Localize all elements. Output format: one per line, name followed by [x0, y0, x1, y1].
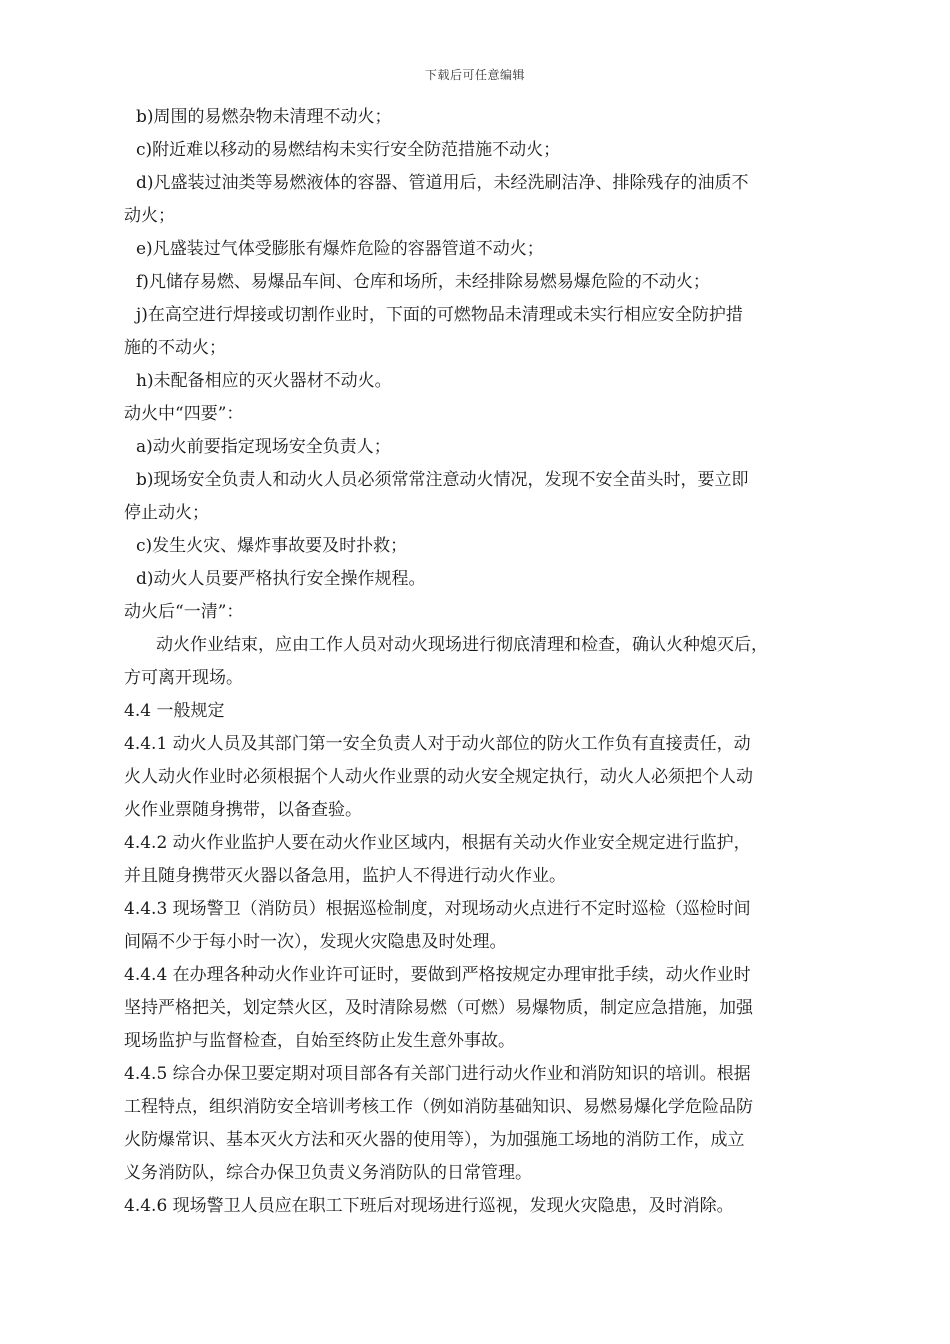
text-line: b)周围的易燃杂物未清理不动火；	[136, 107, 392, 127]
text-line: 间隔不少于每小时一次），发现火灾隐患及时处理。	[124, 932, 507, 952]
text-line: 4.4.2 动火作业监护人要在动火作业区域内，根据有关动火作业安全规定进行监护，	[124, 833, 751, 853]
text-line: 工程特点，组织消防安全培训考核工作（例如消防基础知识、易燃易爆化学危险品防	[124, 1097, 753, 1117]
text-line: 停止动火；	[124, 503, 209, 523]
text-line: 4.4.5 综合办保卫要定期对项目部各有关部门进行动火作业和消防知识的培训。根据	[124, 1064, 751, 1084]
text-line: 现场监护与监督检查，自始至终防止发生意外事故。	[124, 1031, 515, 1051]
text-line: f)凡储存易燃、易爆品车间、仓库和场所，未经排除易燃易爆危险的不动火；	[136, 272, 710, 292]
text-line: 4.4.1 动火人员及其部门第一安全负责人对于动火部位的防火工作负有直接责任，动	[124, 734, 751, 754]
page-header: 下载后可任意编辑	[424, 68, 525, 82]
text-line: 方可离开现场。	[124, 668, 243, 688]
text-line: 并且随身携带灭火器以备急用，监护人不得进行动火作业。	[124, 866, 566, 886]
text-line: 4.4 一般规定	[124, 701, 225, 721]
text-line: h)未配备相应的灭火器材不动火。	[136, 371, 392, 391]
text-line: 动火；	[124, 206, 175, 226]
text-line: 施的不动火；	[124, 338, 226, 358]
text-line: d)凡盛装过油类等易燃液体的容器、管道用后，未经洗刷洁净、排除残存的油质不	[136, 173, 749, 193]
text-line: 坚持严格把关，划定禁火区，及时清除易燃（可燃）易爆物质，制定应急措施，加强	[124, 998, 753, 1018]
text-line: 动火作业结束，应由工作人员对动火现场进行彻底清理和检查，确认火种熄灭后，	[156, 635, 768, 655]
text-line: 4.4.4 在办理各种动火作业许可证时，要做到严格按规定办理审批手续，动火作业时	[124, 965, 751, 985]
text-line: c)附近难以移动的易燃结构未实行安全防范措施不动火；	[136, 140, 561, 160]
text-line: 义务消防队，综合办保卫负责义务消防队的日常管理。	[124, 1163, 532, 1183]
text-line: 火作业票随身携带，以备查验。	[124, 800, 362, 820]
text-line: c)发生火灾、爆炸事故要及时扑救；	[136, 536, 408, 556]
text-line: 4.4.3 现场警卫（消防员）根据巡检制度，对现场动火点进行不定时巡检（巡检时间	[124, 899, 751, 919]
text-line: 动火中“四要”：	[124, 404, 244, 424]
document-body	[124, 101, 840, 1223]
text-line: j)在高空进行焊接或切割作业时，下面的可燃物品未清理或未实行相应安全防护措	[136, 305, 743, 325]
text-line: a)动火前要指定现场安全负责人；	[136, 437, 391, 457]
text-line: 4.4.6 现场警卫人员应在职工下班后对现场进行巡视，发现火灾隐患，及时消除。	[124, 1196, 734, 1216]
text-line: e)凡盛装过气体受膨胀有爆炸危险的容器管道不动火；	[136, 239, 544, 259]
text-line: d)动火人员要严格执行安全操作规程。	[136, 569, 426, 589]
text-line: b)现场安全负责人和动火人员必须常常注意动火情况，发现不安全苗头时，要立即	[136, 470, 749, 490]
text-line: 火人动火作业时必须根据个人动火作业票的动火安全规定执行，动火人必须把个人动	[124, 767, 753, 787]
text-line: 火防爆常识、基本灭火方法和灭火器的使用等），为加强施工场地的消防工作，成立	[124, 1130, 745, 1150]
text-line: 动火后“一清”：	[124, 602, 244, 622]
